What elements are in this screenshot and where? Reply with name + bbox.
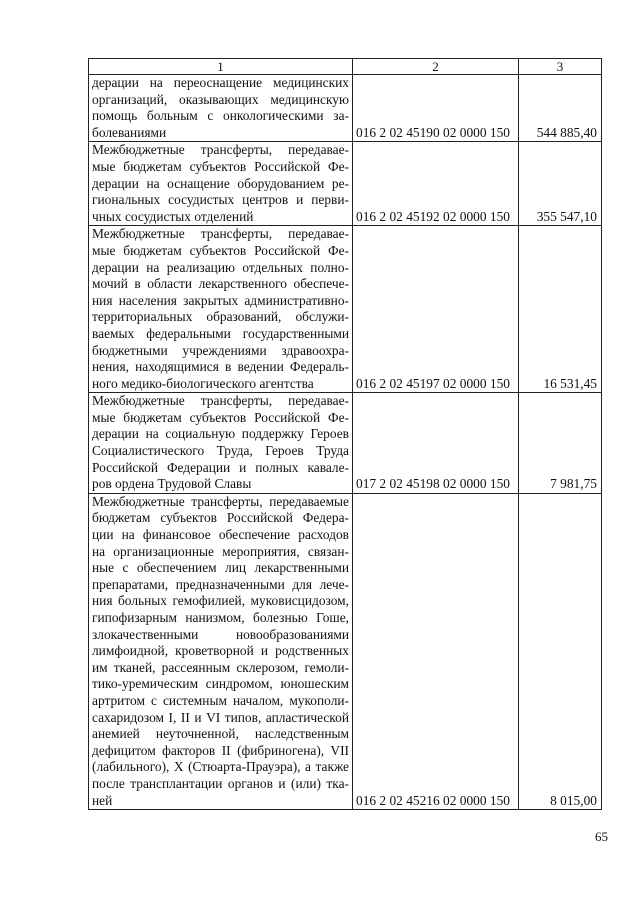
description-line: артритом с системным началом, мукополи- bbox=[92, 692, 349, 708]
description-line: ции на финансовое обеспечение расходов bbox=[92, 527, 349, 543]
description-cell bbox=[89, 493, 353, 809]
description-line: организаций, оказывающих медицинскую bbox=[92, 91, 349, 107]
description-line: ней bbox=[92, 792, 113, 808]
description-line: Межбюджетные трансферты, передаваемые bbox=[92, 493, 349, 509]
budget-code-cell: 017 2 02 45198 02 0000 150 bbox=[353, 393, 519, 494]
column-header-3: 3 bbox=[519, 59, 602, 75]
column-header-2: 2 bbox=[353, 59, 519, 75]
description-line: Межбюджетные трансферты, передавае- bbox=[92, 142, 349, 158]
description-line: гипофизарным нанизмом, болезнью Гоше, bbox=[92, 610, 349, 625]
page-number: 65 bbox=[595, 829, 608, 844]
amount-cell: 7 981,75 bbox=[519, 393, 602, 494]
description-line: на организационные мероприятия, связан- bbox=[92, 543, 349, 559]
description-line: ния больных гемофилией, муковисцидозом, bbox=[92, 593, 349, 609]
description-line: ваемых федеральными государственными bbox=[92, 325, 349, 341]
description-line: чных сосудистых отделений bbox=[92, 208, 254, 224]
budget-code-cell: 016 2 02 45190 02 0000 150 bbox=[353, 75, 519, 142]
description-line: лимфоидной, кроветворной и родственных bbox=[92, 643, 349, 659]
description-line: болеваниями bbox=[92, 124, 167, 140]
budget-code-cell: 016 2 02 45216 02 0000 150 bbox=[353, 493, 519, 809]
budget-code-cell: 016 2 02 45192 02 0000 150 bbox=[353, 142, 519, 226]
description-line: дерации на социальную поддержку Героев bbox=[92, 426, 349, 442]
description-line: бюджетными учреждениями здравоохра- bbox=[92, 342, 349, 358]
description-line: мые бюджетам субъектов Российской Фе- bbox=[92, 242, 349, 258]
table-row bbox=[89, 75, 602, 142]
description-line: дерации на оснащение оборудованием ре- bbox=[92, 175, 349, 191]
description-line: мые бюджетам субъектов Российской Фе- bbox=[92, 409, 349, 425]
description-line: Межбюджетные трансферты, передавае- bbox=[92, 226, 349, 242]
budget-table bbox=[88, 58, 602, 810]
description-line: дефицитом факторов II (фибриногена), VII bbox=[92, 742, 349, 758]
table-row bbox=[89, 226, 602, 393]
description-line: после трансплантации органов и (или) тка- bbox=[92, 775, 349, 791]
description-line: ния населения закрытых административно- bbox=[92, 292, 349, 308]
amount-cell: 544 885,40 bbox=[519, 75, 602, 142]
description-line: ров ордена Трудовой Славы bbox=[92, 476, 252, 492]
description-line: дерации на реализацию отдельных полно- bbox=[92, 259, 349, 275]
description-line: злокачественными новообразованиями bbox=[92, 626, 349, 642]
column-header-1: 1 bbox=[89, 59, 353, 75]
description-cell bbox=[89, 226, 353, 393]
description-line: (лабильного), X (Стюарта-Прауэра), а также bbox=[92, 759, 349, 775]
table-header bbox=[89, 59, 602, 75]
description-line: анемией неуточненной, наследственным bbox=[92, 726, 349, 742]
description-line: помощь больным с онкологическими за- bbox=[92, 108, 349, 124]
description-line: мые бюджетам субъектов Российской Фе- bbox=[92, 158, 349, 174]
description-cell bbox=[89, 75, 353, 142]
header-row bbox=[89, 59, 602, 75]
description-line: Социалистического Труда, Героев Труда bbox=[92, 443, 349, 459]
description-cell bbox=[89, 142, 353, 226]
description-line: Российской Федерации и полных кавале- bbox=[92, 459, 349, 475]
description-line: бюджетам субъектов Российской Федера- bbox=[92, 510, 349, 526]
description-line: им тканей, рассеянным склерозом, гемоли- bbox=[92, 659, 349, 675]
description-line: Межбюджетные трансферты, передавае- bbox=[92, 393, 349, 409]
table-row bbox=[89, 142, 602, 226]
description-line: сахаридозом I, II и VI типов, апластической bbox=[92, 709, 349, 725]
amount-cell: 8 015,00 bbox=[519, 493, 602, 809]
description-line: территориальных образований, обслужи- bbox=[92, 309, 349, 325]
description-line: нения, находящимися в ведении Федераль- bbox=[92, 359, 349, 375]
amount-cell: 355 547,10 bbox=[519, 142, 602, 226]
description-line: препаратами, предназначенными для лече- bbox=[92, 576, 349, 592]
description-line: ного медико-биологического агентства bbox=[92, 375, 314, 391]
description-line: дерации на переоснащение медицинских bbox=[92, 75, 349, 90]
table-body bbox=[89, 75, 602, 810]
description-line: мочий в области лекарственного обеспече- bbox=[92, 276, 349, 292]
description-line: тико-уремическим синдромом, юношеским bbox=[92, 676, 349, 692]
table-row bbox=[89, 493, 602, 809]
description-line: ные с обеспечением лиц лекарственными bbox=[92, 560, 349, 576]
description-line: гиональных сосудистых центров и перви- bbox=[92, 192, 349, 208]
description-cell bbox=[89, 393, 353, 494]
amount-cell: 16 531,45 bbox=[519, 226, 602, 393]
budget-code-cell: 016 2 02 45197 02 0000 150 bbox=[353, 226, 519, 393]
table-row bbox=[89, 393, 602, 494]
